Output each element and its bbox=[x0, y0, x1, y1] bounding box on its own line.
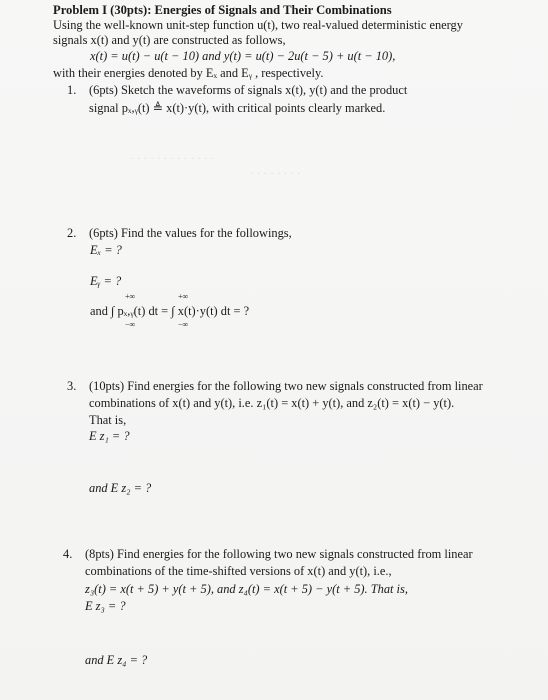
question-2 bbox=[67, 226, 548, 241]
energy-ex: Eₓ = ? bbox=[90, 243, 122, 257]
question-4-line-2: combinations of the time-shifted versions of x(t) and y(t), i.e., bbox=[85, 564, 392, 578]
problem-title: Problem I (30pts): Energies of Signals and Their Combinations bbox=[53, 3, 392, 17]
energy-ez2: and E z₂ = ? bbox=[89, 481, 152, 495]
energy-ez3: E z₃ = ? bbox=[85, 599, 126, 613]
question-1-number: 1. bbox=[67, 83, 77, 97]
energy-ez4: and E z₄ = ? bbox=[85, 653, 148, 667]
signal-definitions: x(t) = u(t) − u(t − 10) and y(t) = u(t) − 2u(t − 5) + u(t − 10), bbox=[90, 49, 396, 63]
integral-upper-limit-2: +∞ bbox=[178, 292, 189, 301]
question-3-line-2: combinations of x(t) and y(t), i.e. z₁(t) = x(t) + y(t), and z₂(t) = x(t) − y(t). bbox=[89, 396, 455, 410]
energy-ez1: E z₁ = ? bbox=[89, 429, 130, 443]
question-4-number: 4. bbox=[63, 547, 73, 561]
show-through-text: · · · · · · · · bbox=[250, 168, 301, 180]
question-1 bbox=[67, 83, 548, 98]
question-2-number: 2. bbox=[67, 226, 77, 240]
intro-line-2: signals x(t) and y(t) are constructed as follows, bbox=[53, 33, 286, 47]
question-4 bbox=[63, 547, 548, 562]
intro-line-1: Using the well-known unit-step function u(t), two real-valued deterministic energy bbox=[53, 18, 463, 32]
integral-expression: and ∫ pₓ,ᵧ(t) dt = ∫ x(t)·y(t) dt = ? bbox=[90, 304, 250, 318]
show-through-text: · · · · · · · · · · · · · bbox=[130, 153, 215, 165]
question-4-line-1: (8pts) Find energies for the following two new signals constructed from linear bbox=[85, 547, 473, 561]
question-3-line-3: That is, bbox=[89, 413, 127, 427]
question-3 bbox=[67, 379, 548, 394]
energy-ey: Eᵧ = ? bbox=[90, 274, 122, 288]
question-1-line-2: signal pₓ,ᵧ(t) ≜ x(t)·y(t), with critical points clearly marked. bbox=[89, 101, 386, 115]
integral-lower-limit-2: −∞ bbox=[178, 320, 189, 329]
question-4-line-3: z₃(t) = x(t + 5) + y(t + 5), and z₄(t) = x(t + 5) − y(t + 5). That is, bbox=[85, 582, 408, 596]
question-3-line-1: (10pts) Find energies for the following two new signals constructed from linear bbox=[89, 379, 483, 393]
intro-line-4: with their energies denoted by Eₓ and Eᵧ , respectively. bbox=[53, 66, 324, 80]
question-3-number: 3. bbox=[67, 379, 77, 393]
integral-upper-limit: +∞ bbox=[125, 292, 136, 301]
question-1-line-1: (6pts) Sketch the waveforms of signals x(t), y(t) and the product bbox=[89, 83, 408, 97]
integral-lower-limit: −∞ bbox=[125, 320, 136, 329]
question-2-line-1: (6pts) Find the values for the followings, bbox=[89, 226, 292, 240]
